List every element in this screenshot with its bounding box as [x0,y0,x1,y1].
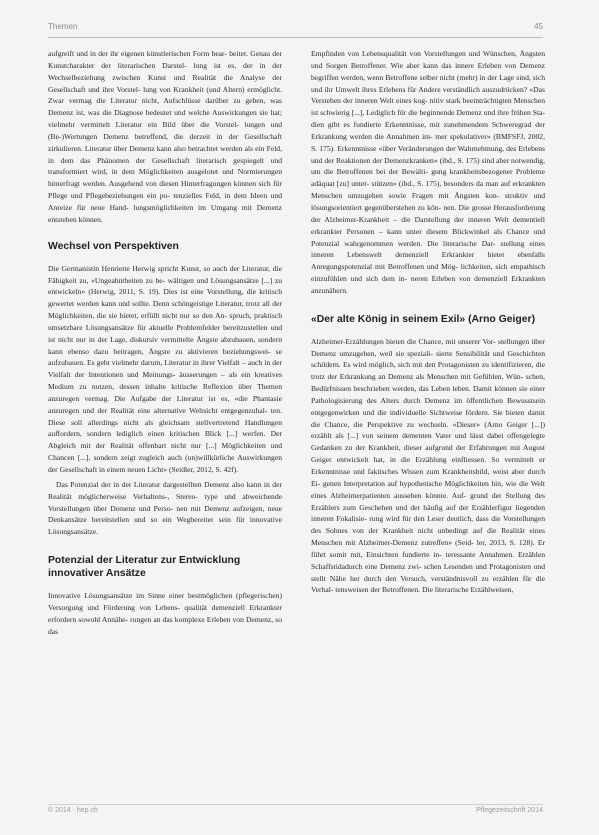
paragraph: aufgreift und in der ihr eigenen künstlerischen Form bear- beitet. Genau der Kunstcharakter der literarischen Darstel- lung ist es, der in der Wechselbeziehung zwischen Kunst und Realität die Analyse der Gesellschaft und ihre Vorstel- lung von Krankheit (und Altern) ermöglicht. Zwar vermag die Literatur nicht, Aufschlüsse darüber zu geben, was Demenz ist, was die Diagnose bedeutet und welche Auswirkungen sie hat; vielmehr vermittelt Literatur ein Bild über die Vorstel- lungen und (Be-)Wertungen Demenz betreffend, die derzeit in der Gesellschaft zirkulieren. Literatur über Demenz kann also betrachtet werden als ein Feld, in dem das Phänomen der Gesellschaft literarisch gespiegelt und transformiert wird, in dem Möglichkeiten ausgelotet und Normierungen hinterfragt werden. Ausgehend von diesen Hinterfragungen können sich für Pflege und Pflegebeziehungen ein po- tenzielles Feld, in dem Ideen und Anreize für neue Hand- lungsmöglichkeiten im Umgang mit Demenz entstehen können. [48,49,282,224]
section-heading-geiger: «Der alte König in seinem Exil» (Arno Geiger) [311,313,536,325]
page-footer [48,807,543,817]
footer-divider [48,804,543,805]
paragraph: Die Germanistin Henriette Herwig spricht Kunst, so auch der Literatur, die Fähigkeit zu, «Ungeahntheiten zu be- wältigen und Lösungsansätze [...] zu entwickeln» (Herwig, 2011, S. 19). Dies ist eine Vorstellung, die kritisch gewertet werden kann und sollte. Denn schöngeistige Literatur, trotz all der Möglichkeiten, die sie bietet, erfüllt nicht nur so den An- spruch, praktisch umsetzbare Lösungsansätze für aktuelle Problemfelder bereitzustellen und ist nicht nur in der Lage, diskursiv vermittelte Ängste abzubauen, sondern kann ebenso dazu beitragen, Ängste zu aktivieren beziehungswei- se aufzubauen. Es geht vielmehr darum, Literatur in ihrer Vielfalt – auch in der Vielfalt der Intentionen und Meinungs- äusserungen – als ein kreatives Medium zu nutzen, dessen inhalte kritische Reflexion über Themen anzuregen vermag. Die Aufgabe der Literatur ist es, «die Phantasie anzuregen und der Realität eine alternative Weltsicht entgegenzuhal- ten. Diese soll allerdings nicht als gleichsam stellvertretend Handlungen auffordern, sondern lediglich einen kritischen Blick [...] werfen. Der Abgleich mit der Realität offenbart nicht nur [...] Möglichkeiten und Chancen [...], sondern zeigt zugleich auch (un)willkürliche Auswirkungen der Gesellschaft in einem neuen Licht» (Seidler, 2012, S. 42f). [48,263,282,474]
paragraph: Empfinden von Lebensqualität von Vorstellungen und Wünschen, Ängsten und Sorgen Betroffener. Wie aber kann das innere Erleben von Demenz begriffen werden, wenn Betroffene selber nicht (mehr) in der Lage sind, sich und ihr Umwelt ihres Erlebens für Andere verständlich auszudrücken? «Das Verstehen der inneren Welt eines kog- nitiv stark beeinträchtigten Menschen ist schwierig [...], Lediglich für die beginnende Demenz und ihre frühen Sta- dien gibt es fundierte Erkenntnisse, mit zunehmendem Schweregrad der Erkrankung werden die Annahmen im- mer spekulativer» (BMFSFJ, 2002, S. 175). Erkenntnisse «über Veränderungen der Wahrnehmung, des Erlebens und der Reaktionen der Demenzkranken» (ibd., S. 175) sind aber notwendig, um die Betroffenen bei der Bewälti- gung krankheitsbezogener Probleme adäquat [zu] unter- stützen» (ibd., S. 175), besonders da man auf erkrankten Menschen umzugehen sowie Fragen mit Ängsten kon- struktiv und lösungsorientiert gegenüberstehen zu kön- nen. Die grosse Herausforderung der Alzheimer-Krankheit – die Darstellung der inneren Welt dementiell erkrankter Personen – kann unter diesem Blickwinkel als Chance und Potenzial wahrgenommen werden. Die literarische Dar- stellung eines inneren Lebenswelt demenziell Erkrankter bietet ebenfalls Anregungspotenzial mit Betroffenen und Mög- lichkeiten, sich empathisch einzufühlen und sich dem in- neren Erleben von demenziell Erkrankten anzunähern. [311,49,545,295]
header-section-label: Themen [48,22,78,31]
footer-right-text: Pflegezeitschrift 2014 [476,807,543,814]
page-header [48,22,543,36]
left-column [48,48,282,640]
section-heading-potenzial: Potenzial der Literatur zur Entwicklung innovativer Ansätze [48,555,241,580]
header-divider [48,37,543,38]
paragraph: Innovative Lösungsansätze im Sinne einer bestmöglichen (pflegerischen) Versorgung und Förderung von Lebens- qualität demenziell Erkrankter erfordern sowohl Annähe- rungen an das komplexe Erleben von Demenz, so das [48,591,282,636]
section-heading-wechsel: Wechsel von Perspektiven [48,240,179,252]
paragraph: Alzheimer-Erzählungen bieten die Chance, mit unserer Vor- stellungen über Demenz umzugehen, weil sie speziali- sierte Sensibilität und Geschichten schildern. Es wird möglich, sich mit den Protagonisten zu identifizieren, die trotz der Erkrankung an Demenz als Menschen mit Gefühlen, Wün- schen, Bedürfnissen beschrieben werden, das Leben leben. Damit können sie einer Pathologisierung des Alters durch Demenz im öffentlichen Bewusstsein entgegenwirken und die individuelle Sichtweise fördern. Sie bieten damit die Chance, die Perspektive zu wechseln. «Dieser» (Arno Geiger [...]) erzählt als [...] von seinem dementen Vater und lässt dabei offengelegte Gedanken zu der Krankheit, dieser aufgrund der Erfahrungen mit August Geiger entwickelt hat, in die Erzählung einfliessen. So vermittelt er Erkenntnisse und faktisches Wissen zum Krankheitsbild, weist aber durch Ei- genen Interpretation auf hypothetische Möglichkeiten hin, wie die Welt eines Alzheimerpatienten aussehen könnte. Auf- grund der Stellung des Erzählers zum Geschehen und der häufig auf der Erzählerfigur liegenden inneren Fokalisie- rung wird für den Leser deutlich, dass die Vorstellungen des Sohnes von der Krankheit nicht unbedingt auf die Realität eines Menschen mit Alzheimer-Demenz zutreffen» (Seid- ler, 2013, S. 128). Er führt somit mit, Einsichten fundierte in- teressante Annahmen. Erzählen Schaffstidadurch eine Demenz zwi- schen Lesenden und Protagonisten und stellt Nähe her durch den Versuch, verständnisvoll zu erzählen für die Verhal- tensweisen der Betroffenen. Die literarische Erzählweisen, [311,336,545,595]
page-number: 45 [534,22,543,31]
paragraph: Das Potenzial der in der Literatur dargestellten Demenz also kann in der Realität möglicherweise Verhaltens-, Stereo- type und abweichende Vorstellungen über Demenz und Perso- nen mit Demenz aufzeigen, neue Denkansätze bereitstellen und so ein Wegbereiter sein für innovative Lösungsansätze. [48,479,282,537]
right-column [311,48,545,599]
footer-left-text: © 2014 · hep.ch [48,807,98,814]
